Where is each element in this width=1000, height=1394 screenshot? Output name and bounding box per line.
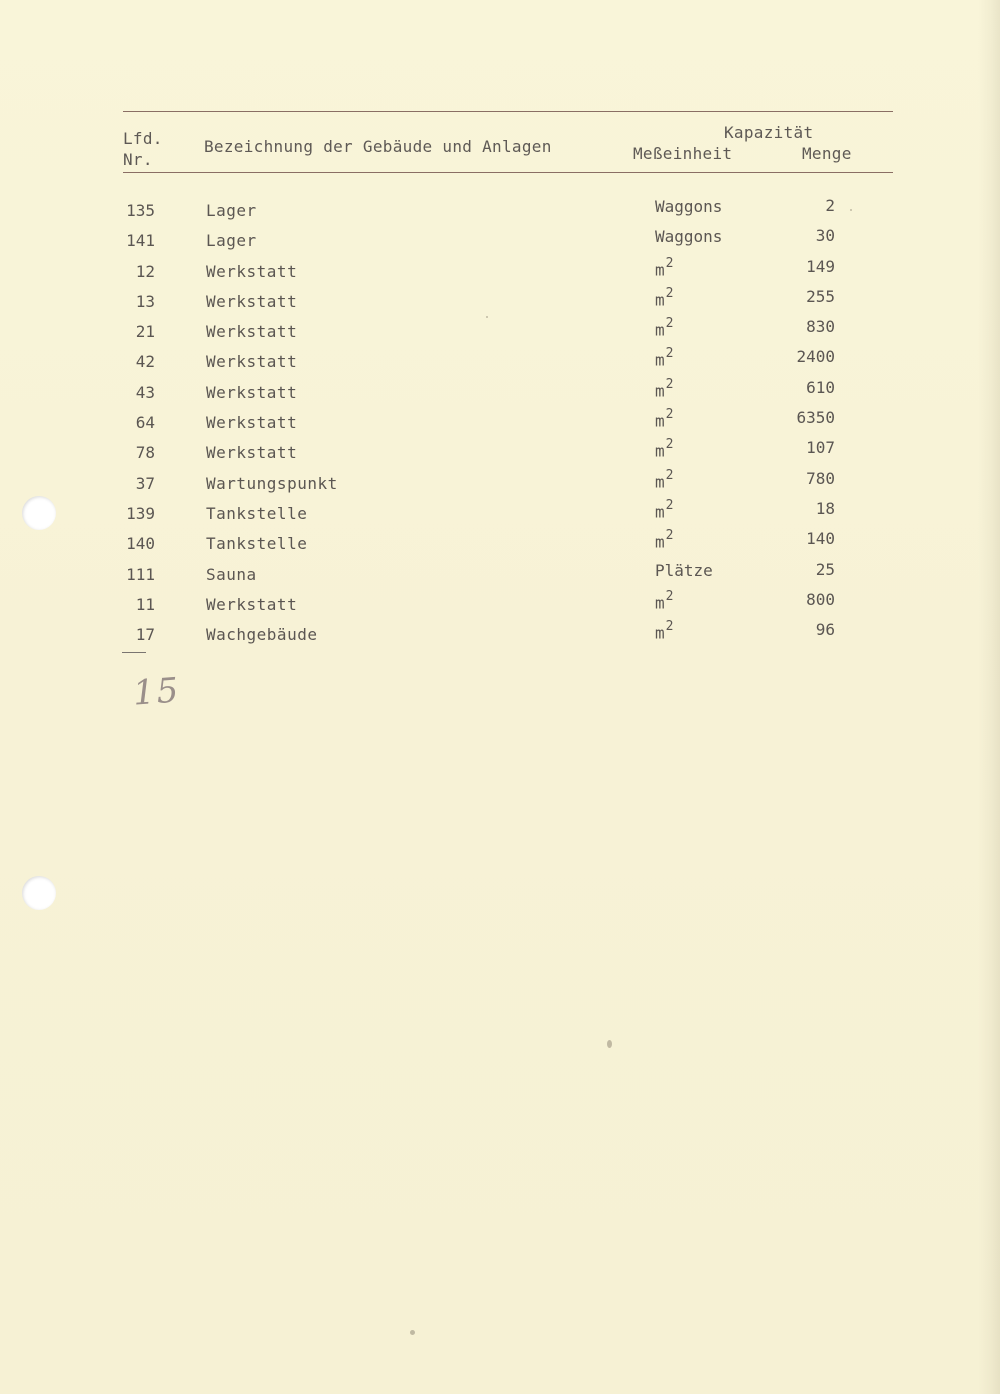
row-menge: 140 bbox=[806, 529, 835, 549]
row-number: 140 bbox=[126, 534, 155, 554]
row-messeinheit bbox=[655, 561, 713, 580]
row-number: 64 bbox=[135, 413, 155, 433]
row-menge: 830 bbox=[806, 317, 835, 337]
row-number: 11 bbox=[135, 594, 155, 614]
unit-text: m bbox=[655, 259, 665, 279]
row-number: 111 bbox=[126, 564, 155, 584]
unit-exponent: 2 bbox=[665, 407, 674, 423]
unit-text: m bbox=[655, 532, 665, 552]
row-menge: 149 bbox=[806, 256, 835, 276]
unit-text: m bbox=[655, 290, 665, 310]
row-messeinheit bbox=[655, 255, 674, 279]
table-row bbox=[0, 251, 1000, 281]
row-menge: 255 bbox=[806, 286, 835, 306]
row-menge: 18 bbox=[815, 498, 835, 518]
table-row bbox=[0, 220, 1000, 250]
paper-speck bbox=[850, 209, 852, 211]
unit-exponent: 2 bbox=[665, 528, 674, 544]
row-menge: 2 bbox=[825, 196, 835, 215]
unit-exponent: 2 bbox=[665, 619, 674, 635]
header-menge: Menge bbox=[802, 144, 852, 163]
row-number: 37 bbox=[135, 473, 155, 493]
row-messeinheit bbox=[655, 197, 722, 216]
row-number: 139 bbox=[126, 503, 155, 523]
table-row bbox=[0, 311, 1000, 341]
row-bezeichnung: Werkstatt bbox=[206, 382, 298, 402]
row-bezeichnung: Wartungspunkt bbox=[206, 473, 338, 493]
unit-text: Plätze bbox=[655, 560, 713, 580]
header-messeinheit: Meßeinheit bbox=[633, 144, 733, 163]
row-bezeichnung: Werkstatt bbox=[206, 443, 298, 463]
unit-exponent: 2 bbox=[665, 285, 674, 301]
row-bezeichnung: Werkstatt bbox=[206, 291, 298, 311]
paper-speck bbox=[410, 1330, 415, 1335]
row-menge: 780 bbox=[806, 468, 835, 488]
table-row bbox=[0, 554, 1000, 584]
unit-text: Waggons bbox=[655, 197, 723, 216]
row-messeinheit bbox=[655, 409, 673, 430]
table-row bbox=[0, 523, 1000, 553]
unit-exponent: 2 bbox=[665, 316, 674, 332]
table-row bbox=[0, 402, 1000, 432]
row-bezeichnung: Werkstatt bbox=[206, 413, 298, 433]
row-number: 17 bbox=[135, 625, 155, 645]
row-messeinheit bbox=[655, 227, 722, 246]
table-row bbox=[0, 190, 1000, 220]
row-menge: 96 bbox=[815, 620, 835, 640]
header-kapazitaet: Kapazität bbox=[724, 123, 814, 142]
table-row bbox=[0, 432, 1000, 462]
row-number: 141 bbox=[126, 231, 155, 251]
unit-text: m bbox=[655, 441, 665, 461]
row-messeinheit bbox=[655, 588, 674, 613]
table-row bbox=[0, 372, 1000, 402]
row-menge: 2400 bbox=[796, 347, 835, 367]
table-row bbox=[0, 493, 1000, 523]
header-bezeichnung: Bezeichnung der Gebäude und Anlagen bbox=[204, 137, 552, 156]
unit-text: Waggons bbox=[655, 227, 723, 247]
row-menge: 30 bbox=[815, 226, 835, 246]
paper-speck bbox=[607, 1040, 612, 1048]
unit-text: m bbox=[655, 593, 665, 613]
row-messeinheit bbox=[655, 318, 673, 339]
unit-exponent: 2 bbox=[665, 376, 674, 392]
header-nr: Nr. bbox=[123, 150, 153, 169]
row-number: 13 bbox=[135, 291, 155, 311]
unit-exponent: 2 bbox=[665, 346, 674, 362]
paper-speck bbox=[486, 316, 488, 318]
unit-exponent: 2 bbox=[665, 588, 674, 604]
row-menge: 6350 bbox=[796, 408, 835, 428]
unit-text: m bbox=[655, 350, 665, 370]
table-row bbox=[0, 584, 1000, 614]
row-bezeichnung: Werkstatt bbox=[206, 352, 298, 372]
row-bezeichnung: Tankstelle bbox=[206, 503, 308, 523]
row-messeinheit bbox=[655, 621, 673, 642]
row-messeinheit bbox=[655, 376, 674, 401]
row-messeinheit bbox=[655, 497, 674, 522]
row-bezeichnung: Lager bbox=[206, 201, 257, 220]
unit-exponent: 2 bbox=[665, 255, 674, 271]
row-bezeichnung: Wachgebäude bbox=[206, 625, 318, 645]
table-body bbox=[0, 190, 1000, 644]
unit-text: m bbox=[655, 320, 665, 340]
unit-text: m bbox=[655, 472, 665, 491]
table-row bbox=[0, 614, 1000, 644]
row-messeinheit bbox=[655, 467, 674, 491]
row-bezeichnung: Sauna bbox=[206, 564, 257, 584]
unit-exponent: 2 bbox=[665, 437, 674, 453]
table-header-rule bbox=[123, 172, 893, 173]
table-row bbox=[0, 341, 1000, 371]
row-messeinheit bbox=[655, 530, 673, 551]
row-messeinheit bbox=[655, 439, 673, 460]
row-bezeichnung: Werkstatt bbox=[206, 261, 298, 281]
row-bezeichnung: Tankstelle bbox=[206, 534, 308, 554]
unit-text: m bbox=[655, 623, 665, 643]
row-number: 12 bbox=[135, 261, 155, 281]
table-row bbox=[0, 281, 1000, 311]
row-bezeichnung: Lager bbox=[206, 231, 257, 251]
header-lfd: Lfd. bbox=[123, 129, 163, 148]
row-menge: 25 bbox=[815, 559, 835, 579]
unit-text: m bbox=[655, 381, 665, 401]
row-bezeichnung: Werkstatt bbox=[206, 322, 298, 342]
table-row bbox=[0, 463, 1000, 493]
row-bezeichnung: Werkstatt bbox=[206, 594, 298, 614]
table-top-rule bbox=[123, 111, 893, 112]
unit-exponent: 2 bbox=[665, 467, 674, 483]
row-number: 135 bbox=[126, 201, 155, 220]
punch-hole bbox=[22, 876, 56, 910]
row-number: 42 bbox=[135, 352, 155, 372]
unit-text: m bbox=[655, 411, 665, 431]
handwritten-page-number: 15 bbox=[131, 670, 182, 714]
row-menge: 800 bbox=[806, 589, 835, 609]
row-number: 21 bbox=[135, 322, 155, 342]
row-menge: 107 bbox=[806, 438, 835, 458]
row-messeinheit bbox=[655, 285, 674, 310]
row-messeinheit bbox=[655, 348, 673, 369]
row-number: 43 bbox=[135, 382, 155, 402]
row-number: 78 bbox=[135, 443, 155, 463]
unit-text: m bbox=[655, 502, 665, 522]
end-mark bbox=[122, 652, 146, 653]
row-menge: 610 bbox=[806, 377, 835, 397]
unit-exponent: 2 bbox=[665, 497, 674, 513]
